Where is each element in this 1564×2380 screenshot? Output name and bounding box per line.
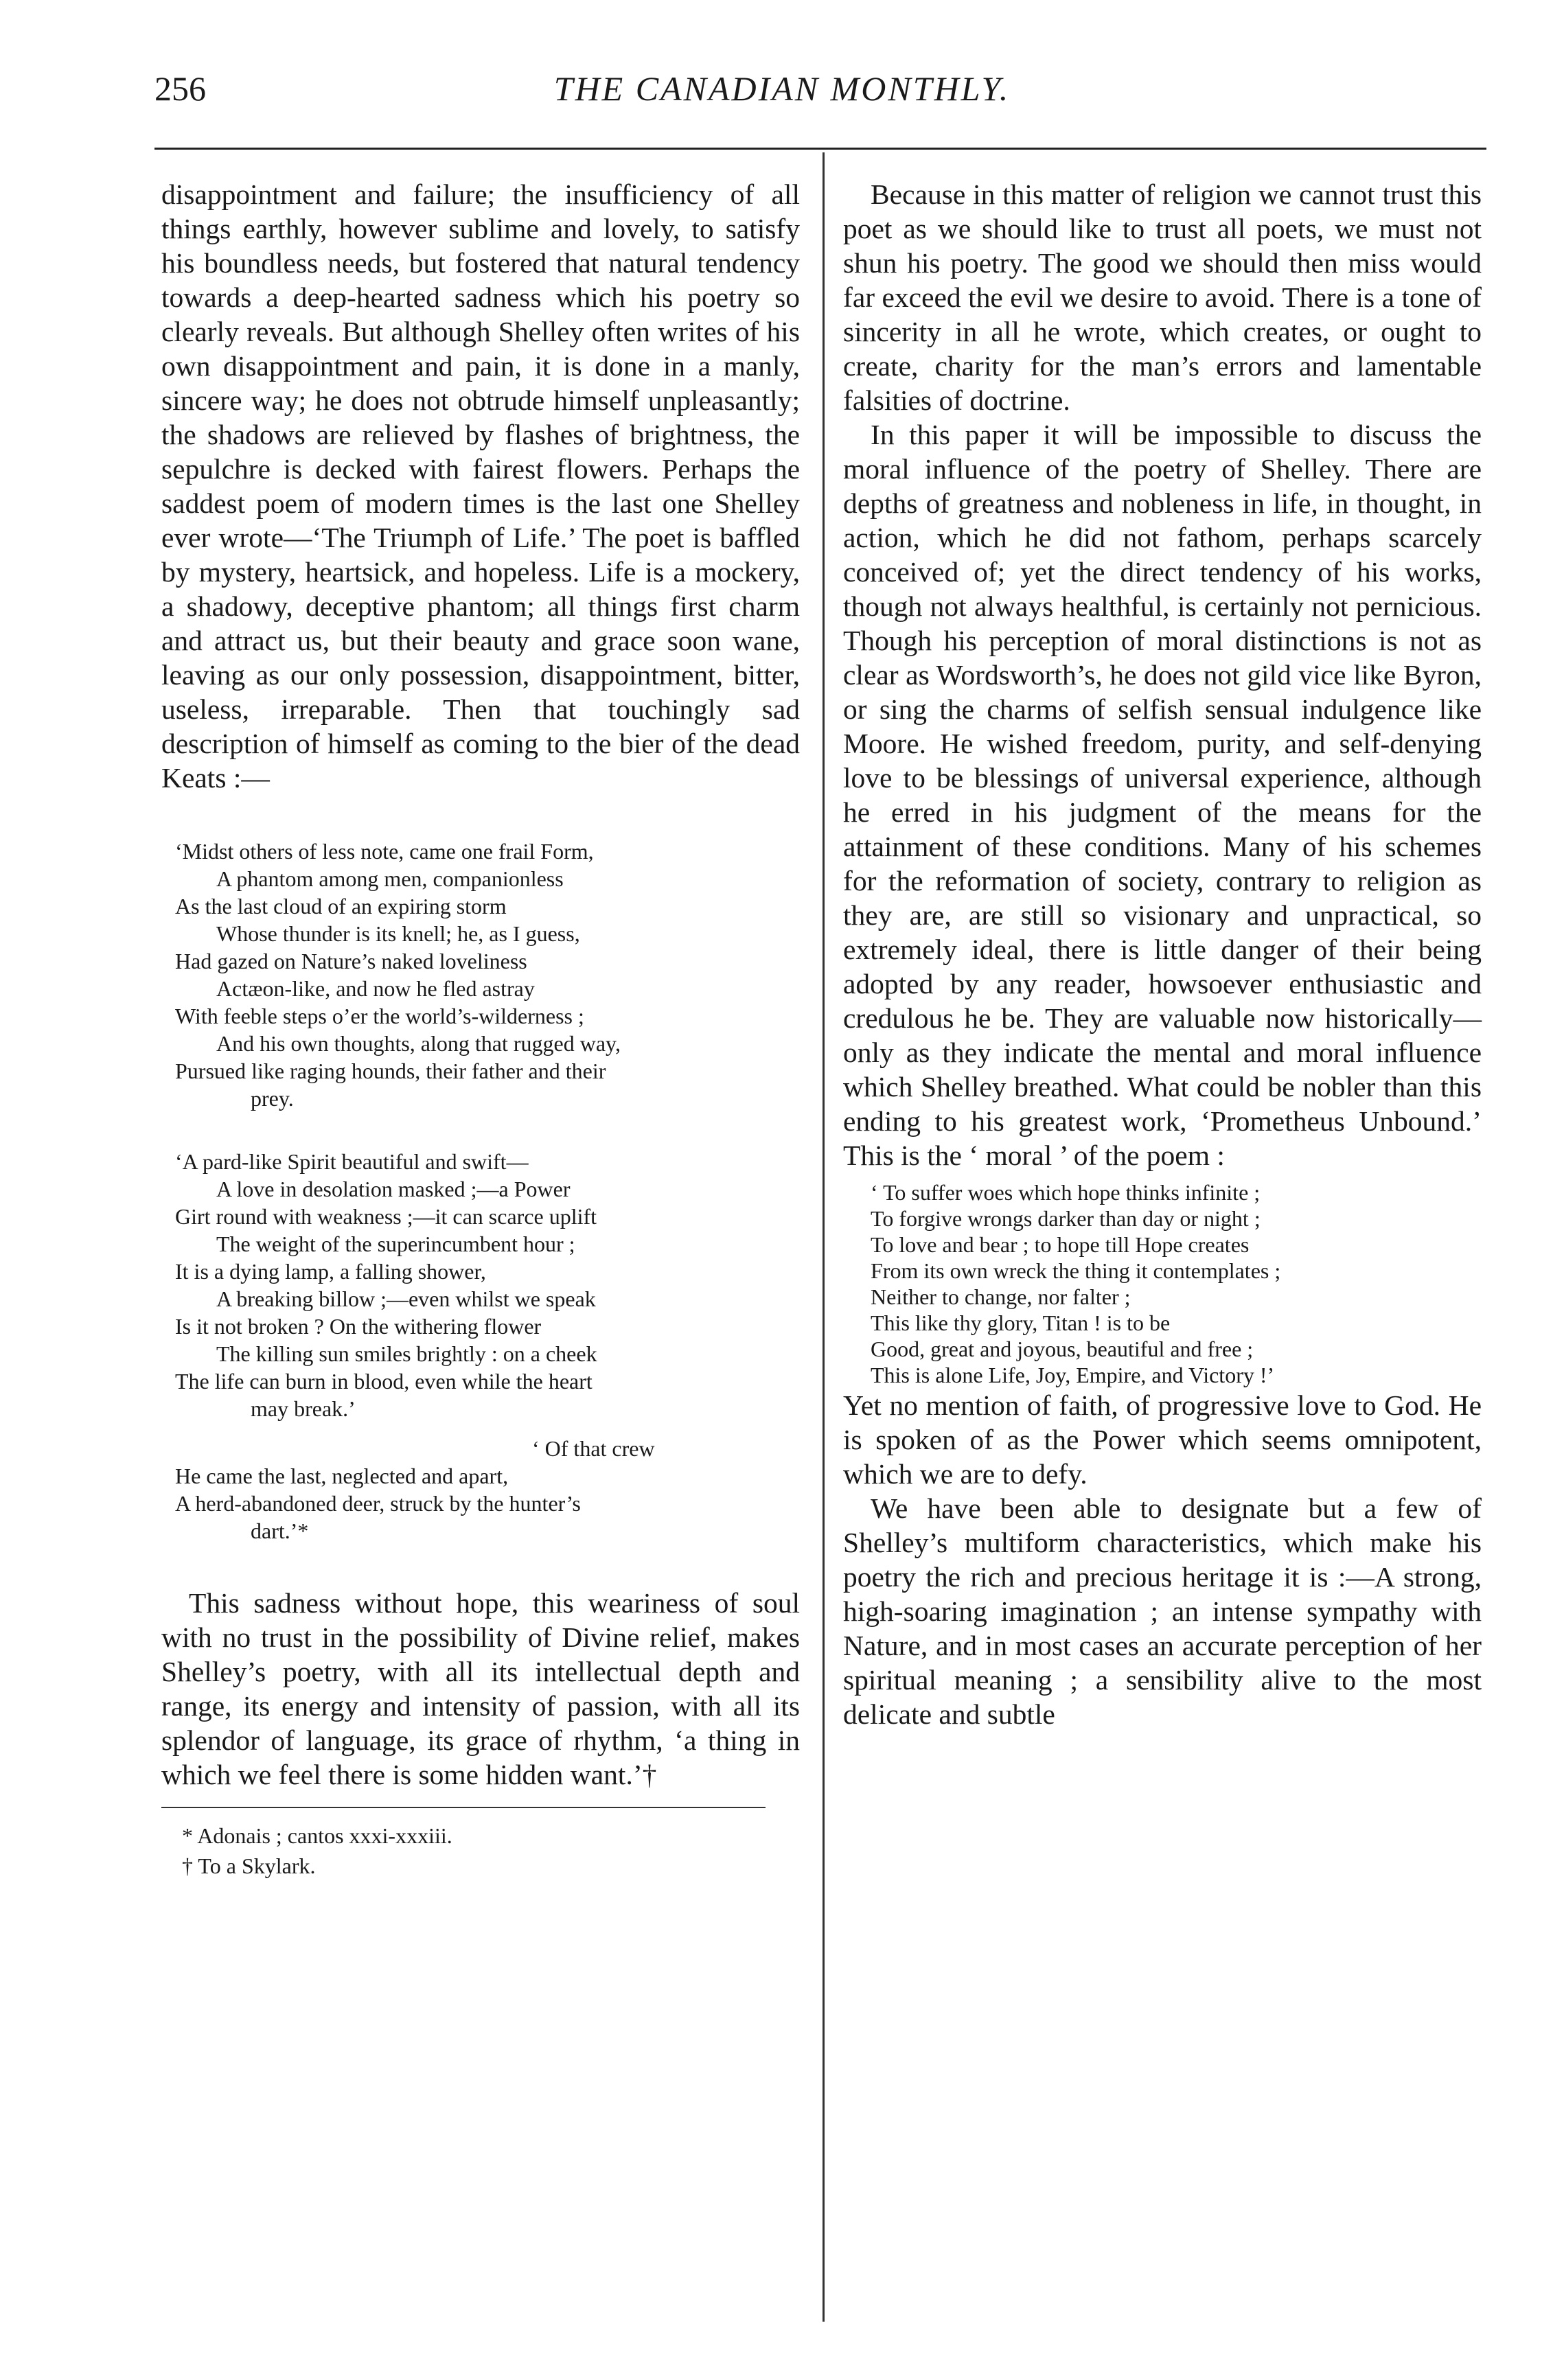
- column-divider: [823, 152, 825, 2322]
- header-rule: [154, 148, 1486, 150]
- poem-line: Pursued like raging hounds, their father and their: [175, 1059, 606, 1083]
- poem-line: The killing sun smiles brightly : on a cheek: [216, 1341, 597, 1366]
- poem-line: As the last cloud of an expiring storm: [175, 894, 507, 919]
- poem-line: To love and bear ; to hope till Hope creates: [871, 1232, 1250, 1257]
- adonais-stanza-3: [175, 1435, 800, 1545]
- footnote-skylark: † To a Skylark.: [182, 1853, 316, 1878]
- poem-line: Actæon-like, and now he fled astray: [216, 976, 535, 1001]
- poem-line: This like thy glory, Titan ! is to be: [871, 1310, 1171, 1335]
- poem-line: From its own wreck the thing it contemplates ;: [871, 1258, 1281, 1283]
- poem-line: ‘ Of that crew: [532, 1436, 655, 1461]
- footnote-adonais: * Adonais ; cantos xxxi-xxxiii.: [182, 1823, 452, 1848]
- poem-line: ‘A pard-like Spirit beautiful and swift—: [175, 1149, 529, 1174]
- right-paragraph-3: Yet no mention of faith, of progressive love to God. He is spoken of as the Power which seems omnipotent, which we are to defy.: [843, 1389, 1482, 1490]
- footnote-rule: [161, 1807, 766, 1808]
- poem-line: He came the last, neglected and apart,: [175, 1464, 509, 1488]
- poem-line: Whose thunder is its knell; he, as I guess,: [216, 921, 580, 946]
- poem-line: Girt round with weakness ;—it can scarce uplift: [175, 1204, 597, 1229]
- running-title: THE CANADIAN MONTHLY.: [553, 69, 1011, 108]
- poem-line: A breaking billow ;—even whilst we speak: [216, 1286, 596, 1311]
- poem-line: It is a dying lamp, a falling shower,: [175, 1259, 486, 1284]
- poem-line: Neither to change, nor falter ;: [871, 1284, 1131, 1309]
- poem-line: With feeble steps o’er the world’s-wilderness ;: [175, 1004, 584, 1028]
- poem-line: This is alone Life, Joy, Empire, and Victory !’: [871, 1363, 1275, 1387]
- page-number: 256: [154, 69, 206, 108]
- poem-line: A phantom among men, companionless: [216, 866, 564, 891]
- right-paragraph-2: In this paper it will be impossible to discuss the moral influence of the poetry of Shelley. There are depths of greatness and nobleness in life, in thought, in action, which he did not fathom, perhaps scarcely conceived of; yet the direct tendency of his works, though not always healthful, is certainly not pernicious. Though his perception of moral distinctions is not as clear as Wordsworth’s, he does not gild vice like Byron, or sing the charms of selfish sensual indulgence like Moore. He wished freedom, purity, and self-denying love to be blessings of universal experience, although he erred in his judgment of the means for the attainment of these conditions. Many of his schemes for the reformation of society, contrary to religion as they are, are still so visionary and unpractical, so extremely ideal, there is little danger of their being adopted by any reader, howsoever enthusiastic and credulous he be. They are valuable now historically—only as they indicate the mental and moral influence which Shelley breathed. What could be nobler than this ending to his greatest work, ‘Prometheus Unbound.’ This is the ‘ moral ’ of the poem :: [843, 419, 1482, 1171]
- poem-line: Had gazed on Nature’s naked loveliness: [175, 949, 527, 973]
- poem-line: ‘Midst others of less note, came one frail Form,: [175, 839, 594, 864]
- adonais-stanza-1: [175, 837, 800, 1112]
- poem-line: And his own thoughts, along that rugged way,: [216, 1031, 621, 1056]
- poem-line: A love in desolation masked ;—a Power: [216, 1177, 571, 1201]
- poem-line: dart.’*: [251, 1518, 309, 1543]
- poem-line: Is it not broken ? On the withering flower: [175, 1314, 542, 1339]
- right-paragraph-1: Because in this matter of religion we cannot trust this poet as we should like to trust all poets, we must not shun his poetry. The good we should then miss would far exceed the evil we desire to avoid. There is a tone of sincerity in all he wrote, which creates, or ought to create, charity for the man’s errors and lamentable falsities of doctrine.: [843, 178, 1482, 416]
- left-column: [161, 177, 800, 1881]
- footnotes: [161, 1821, 800, 1881]
- poem-line: Good, great and joyous, beautiful and free ;: [871, 1337, 1254, 1361]
- poem-line: To forgive wrongs darker than day or night ;: [871, 1206, 1261, 1231]
- adonais-stanza-2: [175, 1148, 800, 1422]
- poem-line: The life can burn in blood, even while the heart: [175, 1369, 593, 1394]
- poem-line: A herd-abandoned deer, struck by the hunter’s: [175, 1491, 581, 1516]
- page-header: [0, 69, 1564, 130]
- left-paragraph-1: disappointment and failure; the insufficiency of all things earthly, however sublime and lovely, to satisfy his boundless needs, but fostered that natural tendency towards a deep-hearted sadness which his poetry so clearly reveals. But although Shelley often writes of his own disappointment and pain, it is done in a manly, sincere way; he does not obtrude himself unpleasantly; the shadows are relieved by flashes of brightness, the sepulchre is decked with fairest flowers. Perhaps the saddest poem of modern times is the last one Shelley ever wrote—‘The Triumph of Life.’ The poet is baffled by mystery, heartsick, and hopeless. Life is a mockery, a shadowy, deceptive phantom; all things first charm and attract us, but their beauty and grace soon wane, leaving as our only possession, disappointment, bitter, useless, irreparable. Then that touchingly sad description of himself as coming to the bier of the dead Keats :—: [161, 178, 800, 794]
- prometheus-quote: [871, 1179, 1482, 1388]
- poem-line: may break.’: [251, 1396, 356, 1421]
- right-paragraph-4: We have been able to designate but a few of Shelley’s multiform characteristics, which make his poetry the rich and precious heritage it is :—A strong, high-soaring imagination ; an intense sympathy with Nature, and in most cases an accurate perception of her spiritual meaning ; a sensibility alive to the most delicate and subtle: [843, 1492, 1482, 1730]
- poem-line: prey.: [251, 1086, 294, 1111]
- poem-line: ‘ To suffer woes which hope thinks infinite ;: [871, 1180, 1261, 1205]
- right-column: [843, 177, 1482, 1731]
- left-paragraph-2: This sadness without hope, this weariness of soul with no trust in the possibility of Divine relief, makes Shelley’s poetry, with all its intellectual depth and range, its energy and intensity of passion, with all its splendor of language, its grace of rhythm, ‘a thing in which we feel there is some hidden want.’†: [161, 1587, 800, 1790]
- poem-line: The weight of the superincumbent hour ;: [216, 1232, 575, 1256]
